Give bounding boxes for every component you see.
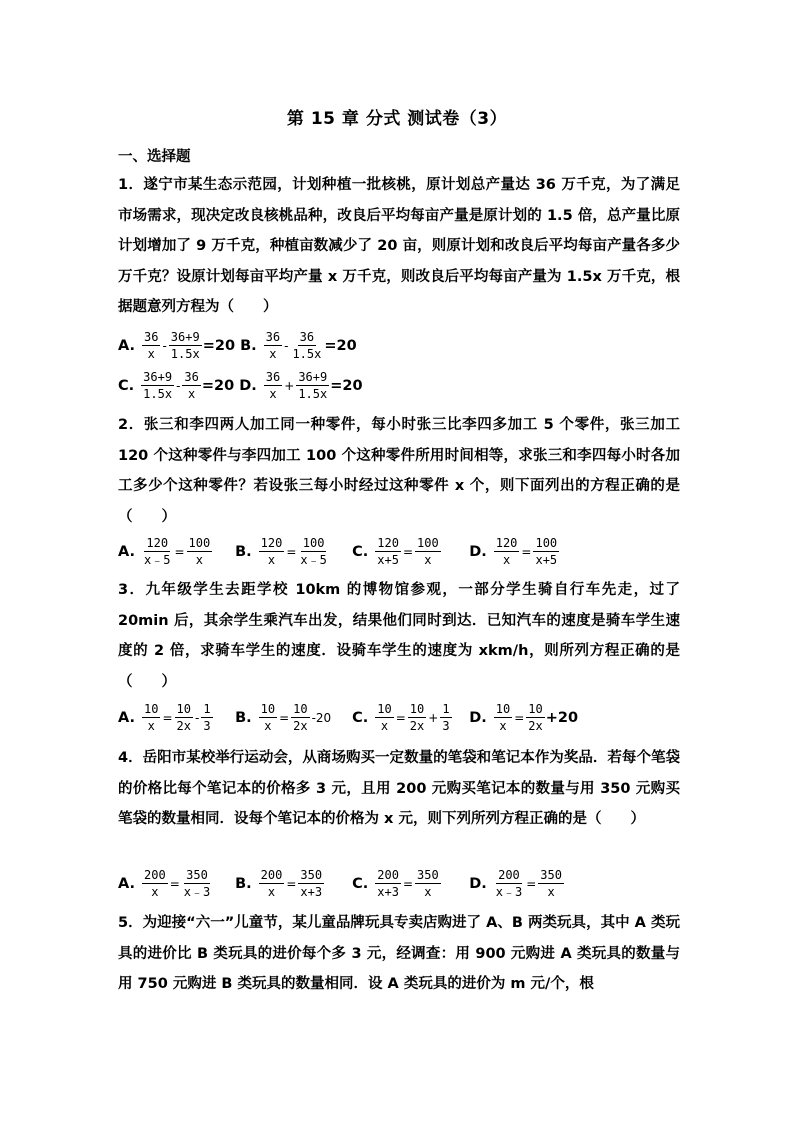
fraction: $\frac{350}{x+3}$ [300, 868, 323, 899]
question-4-options [118, 868, 718, 899]
question-1-option-b[interactable]: B. $\frac{36}{x}$ - $\frac{36}{1.5x}$ =20 [240, 330, 357, 361]
question-3-option-d[interactable]: D. $\frac{10}{x}$ = $\frac{10}{2x}$ +20 [469, 702, 579, 733]
fraction: $\frac{100}{x+5}$ [535, 536, 558, 567]
question-1-option-d[interactable]: D. $\frac{36}{x}$ + $\frac{36+9}{1.5x}$ =20 [239, 370, 363, 401]
question-3-option-c[interactable]: C. $\frac{10}{x}$ = $\frac{10}{2x}$ + $\frac{1}{3}$ [352, 702, 450, 733]
page-title: 第 15 章 分式 测试卷（3） [286, 109, 508, 129]
section-heading: 一、选择题 [118, 149, 191, 165]
fraction: $\frac{10}{x}$ [495, 702, 511, 733]
fraction: $\frac{10}{2x}$ [409, 702, 425, 733]
fraction: $\frac{36+9}{1.5x}$ [143, 370, 173, 401]
question-3-options [118, 702, 718, 733]
question-1-options-row-2 [118, 370, 718, 401]
fraction: $\frac{1}{3}$ [442, 702, 450, 733]
fraction: $\frac{100}{x﹣5}$ [300, 536, 327, 567]
question-2-options [118, 536, 718, 567]
fraction: $\frac{10}{x}$ [144, 702, 159, 733]
fraction: $\frac{120}{x+5}$ [377, 536, 399, 567]
fraction: $\frac{350}{x﹣3}$ [183, 868, 211, 899]
question-4-option-c[interactable]: C. $\frac{200}{x+3}$ = $\frac{350}{x}$ [352, 868, 439, 899]
fraction: $\frac{36}{x}$ [265, 370, 281, 401]
fraction: $\frac{36}{x}$ [184, 370, 199, 401]
fraction: $\frac{36}{1.5x}$ [292, 330, 322, 361]
fraction: $\frac{120}{x}$ [495, 536, 518, 567]
question-5-text: 5．为迎接“六一”儿童节，某儿童品牌玩具专卖店购进了 A、B 两类玩具，其中 A 类玩具的进价比 B 类玩具的进价每个多 3 元，经调查：用 900 元购进 A 类玩具的数量与用 750 元购进 B 类玩具的数量相同．设 A 类玩具的进价为 m 元/个，根 [118, 915, 680, 993]
question-4-option-b[interactable]: B. $\frac{200}{x}$ = $\frac{350}{x+3}$ [235, 868, 323, 899]
question-3-option-a[interactable]: A. $\frac{10}{x}$ = $\frac{10}{2x}$ - $\frac{1}{3}$ [118, 702, 211, 733]
fraction: $\frac{10}{2x}$ [293, 702, 308, 733]
fraction: $\frac{120}{x﹣5}$ [144, 536, 171, 567]
fraction: $\frac{36+9}{1.5x}$ [298, 370, 328, 401]
fraction: $\frac{200}{x+3}$ [377, 868, 399, 899]
question-3-option-b[interactable]: B. $\frac{10}{x}$ = $\frac{10}{2x}$ -20 [235, 702, 332, 733]
question-1-text: 1．遂宁市某生态示范园，计划种植一批核桃，原计划总产量达 36 万千克，为了满足市场需求，现决定改良核桃品种，改良后平均每亩产量是原计划的 1.5 倍，总产量比原计划增加了 9 万千克，种植亩数减少了 20 亩，则原计划和改良后平均每亩产量各多少万千克？设原计划每亩平均产量 x 万千克，则改良后平均每亩产量为 1.5x 万千克，根据题意列方程为（ ） [118, 177, 680, 316]
question-1-options-row-1 [118, 330, 718, 361]
question-4-option-a[interactable]: A. $\frac{200}{x}$ = $\frac{350}{x﹣3}$ [118, 868, 211, 899]
question-2-option-d[interactable]: D. $\frac{120}{x}$ = $\frac{100}{x+5}$ [469, 536, 558, 567]
fraction: $\frac{36}{x}$ [265, 330, 281, 361]
question-3-text: 3．九年级学生去距学校 10km 的博物馆参观，一部分学生骑自行车先走，过了 20min 后，其余学生乘汽车出发，结果他们同时到达．已知汽车的速度是骑车学生速度的 2 倍，求骑车学生的速度．设骑车学生的速度为 xkm/h，则所列方程正确的是（ ） [118, 582, 680, 690]
fraction: $\frac{36}{x}$ [144, 330, 159, 361]
fraction: $\frac{200}{x﹣3}$ [495, 868, 523, 899]
question-2-option-a[interactable]: A. $\frac{120}{x﹣5}$ = $\frac{100}{x}$ [118, 536, 211, 567]
question-4-text: 4．岳阳市某校举行运动会，从商场购买一定数量的笔袋和笔记本作为奖品．若每个笔袋的价格比每个笔记本的价格多 3 元，且用 200 元购买笔记本的数量与用 350 元购买笔袋的数量相同．设每个笔记本的价格为 x 元，则下列所列方程正确的是（ ） [118, 750, 680, 828]
question-1-option-c[interactable]: C. $\frac{36+9}{1.5x}$ - $\frac{36}{x}$ =20 [118, 370, 235, 401]
fraction: $\frac{350}{x}$ [540, 868, 562, 899]
question-2-option-b[interactable]: B. $\frac{120}{x}$ = $\frac{100}{x﹣5}$ [235, 536, 327, 567]
question-1-option-a[interactable]: A. $\frac{36}{x}$ - $\frac{36+9}{1.5x}$ =20 [118, 330, 236, 361]
question-2-option-c[interactable]: C. $\frac{120}{x+5}$ = $\frac{100}{x}$ [352, 536, 439, 567]
fraction: $\frac{120}{x}$ [260, 536, 283, 567]
fraction: $\frac{100}{x}$ [417, 536, 439, 567]
fraction: $\frac{10}{x}$ [260, 702, 276, 733]
fraction: $\frac{100}{x}$ [188, 536, 211, 567]
fraction: $\frac{10}{x}$ [377, 702, 392, 733]
fraction: $\frac{36+9}{1.5x}$ [170, 330, 200, 361]
fraction: $\frac{10}{2x}$ [528, 702, 543, 733]
question-2-text: 2．张三和李四两人加工同一种零件，每小时张三比李四多加工 5 个零件，张三加工 120 个这种零件与李四加工 100 个这种零件所用时间相等，求张三和李四每小时各加工多少个这种零件？若设张三每小时经过这种零件 x 个，则下面列出的方程正确的是（ ） [118, 417, 680, 525]
question-4-option-d[interactable]: D. $\frac{200}{x﹣3}$ = $\frac{350}{x}$ [469, 868, 562, 899]
fraction: $\frac{1}{3}$ [203, 702, 211, 733]
fraction: $\frac{200}{x}$ [144, 868, 166, 899]
fraction: $\frac{200}{x}$ [260, 868, 283, 899]
fraction: $\frac{350}{x}$ [417, 868, 439, 899]
fraction: $\frac{10}{2x}$ [176, 702, 191, 733]
